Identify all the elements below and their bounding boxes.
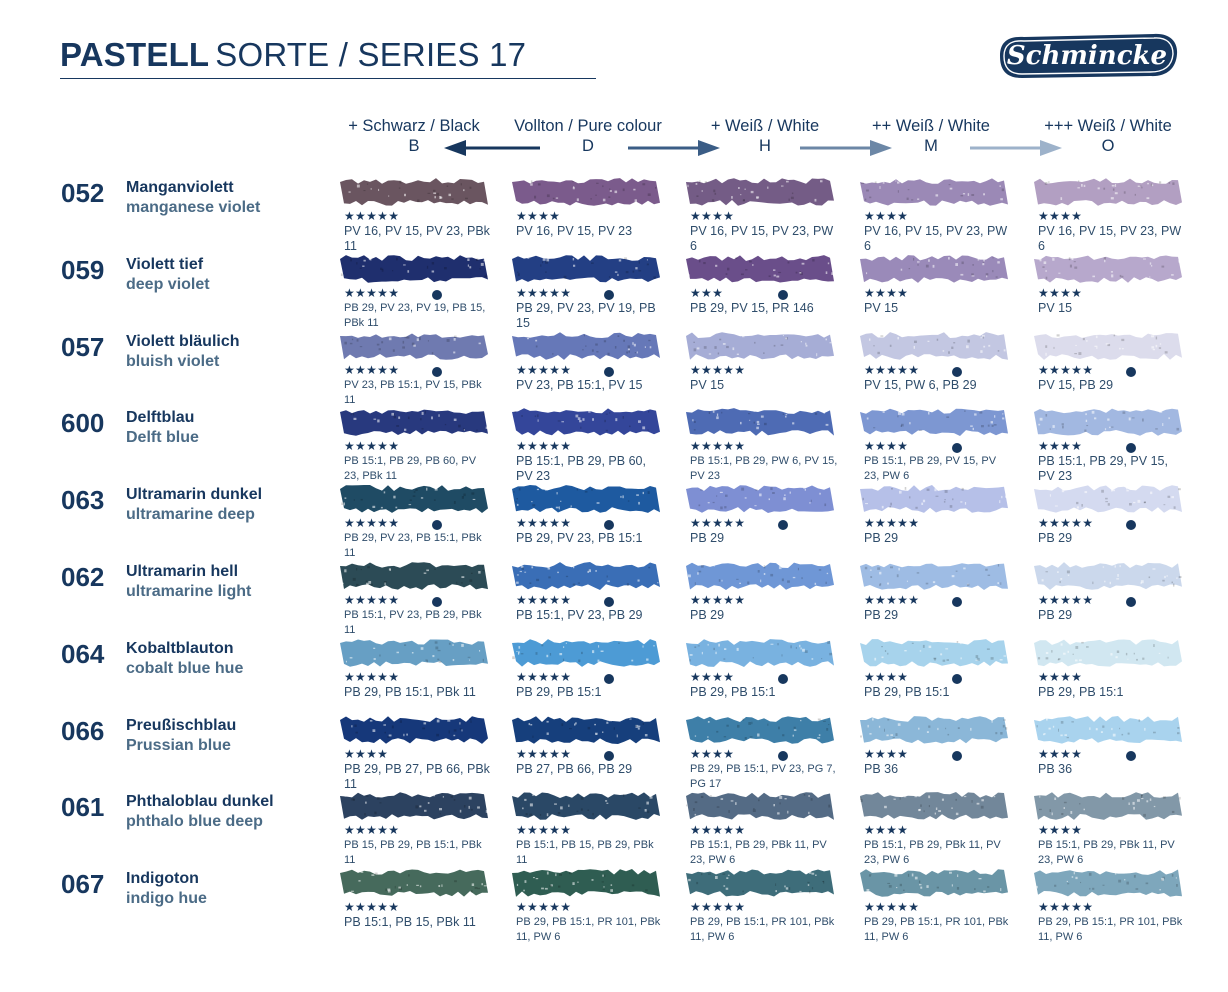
pigment-list: PB 15:1, PB 29, PBk 11, PV 23, PW 6 [690,839,827,866]
arrow-right-icon [970,138,1062,158]
pigment-list: PB 29, PB 15:1, PV 23, PG 7, PG 17 [690,763,836,790]
swatch-cell [1034,867,1184,943]
logo-text: Schmincke [1006,41,1168,71]
pigment-list: PB 15:1, PV 23, PB 29, PBk 11 [344,609,482,636]
color-swatch [340,330,488,360]
pigment-list: PB 29, PV 23, PV 19, PB 15 [516,301,656,330]
color-swatch [340,176,488,206]
color-name-en: ultramarine light [126,583,252,600]
lightfastness-stars: ★★★★★ [344,363,400,377]
opacity-dot-icon [432,520,442,530]
opacity-dot-icon [1126,751,1136,761]
color-name-en: manganese violet [126,199,261,216]
swatch-cell [340,483,490,559]
pigment-list: PB 29, PB 15:1 [864,685,950,699]
color-swatch [686,790,834,820]
swatch-cell [686,560,836,630]
swatch-cell [512,176,662,246]
swatch-cell [1034,637,1184,707]
swatch-cell [340,714,490,791]
opacity-dot-icon [432,367,442,377]
color-swatch [686,867,834,897]
color-number: 064 [61,639,105,669]
color-swatch [686,253,834,283]
lightfastness-stars: ★★★★★ [690,439,746,453]
color-swatch [686,637,834,667]
swatch-cell [860,867,1010,943]
pigment-list: PB 29, PB 15:1, PR 101, PBk 11, PW 6 [864,916,1009,943]
color-name-de: Violett tief [126,256,204,273]
lightfastness-stars: ★★★★★ [516,516,572,530]
color-swatch [860,330,1008,360]
color-swatch [512,253,660,283]
swatch-cell [340,867,490,937]
opacity-dot-icon [778,290,788,300]
color-swatch [512,714,660,744]
swatch-cell [860,176,1010,253]
swatch-cell [860,714,1010,784]
color-swatch [512,330,660,360]
color-swatch [340,253,488,283]
lightfastness-stars: ★★★★★ [344,900,400,914]
swatch-cell [860,483,1010,553]
color-swatch [340,406,488,436]
color-swatch [860,637,1008,667]
lightfastness-stars: ★★★★★ [516,593,572,607]
swatch-cell [1034,483,1184,553]
pigment-list: PB 15:1, PB 29, PBk 11, PV 23, PW 6 [1038,839,1175,866]
pigment-list: PV 23, PB 15:1, PV 15 [516,378,643,392]
lightfastness-stars: ★★★★ [864,747,909,761]
color-name-en: bluish violet [126,353,220,370]
color-name-de: Kobaltblauton [126,640,234,657]
lightfastness-stars: ★★★★★ [864,593,920,607]
swatch-cell [340,330,490,406]
lightfastness-stars: ★★★★★ [344,286,400,300]
opacity-dot-icon [778,520,788,530]
swatch-cell [686,176,836,253]
opacity-dot-icon [604,597,614,607]
swatch-cell [1034,714,1184,784]
lightfastness-stars: ★★★★★ [1038,593,1094,607]
lightfastness-stars: ★★★★★ [1038,900,1094,914]
pigment-list: PB 15, PB 29, PB 15:1, PBk 11 [344,839,482,866]
lightfastness-stars: ★★★★ [344,747,389,761]
color-swatch [512,867,660,897]
color-name-en: Delft blue [126,429,199,446]
lightfastness-stars: ★★★★ [864,286,909,300]
color-number: 062 [61,562,105,592]
color-swatch [1034,406,1182,436]
swatch-cell [686,637,836,707]
lightfastness-stars: ★★★ [690,286,724,300]
swatch-cell [686,790,836,866]
pigment-list: PB 36 [1038,762,1073,776]
opacity-dot-icon [952,751,962,761]
lightfastness-stars: ★★★★★ [516,363,572,377]
pigment-list: PB 15:1, PV 23, PB 29 [516,608,643,622]
pigment-list: PB 29, PB 15:1, PR 101, PBk 11, PW 6 [1038,916,1183,943]
swatch-cell [512,406,662,483]
opacity-dot-icon [778,751,788,761]
lightfastness-stars: ★★★★★ [516,670,572,684]
opacity-dot-icon [952,367,962,377]
swatch-cell [860,637,1010,707]
color-name-en: ultramarine deep [126,506,255,523]
color-swatch [340,483,488,513]
color-swatch [340,790,488,820]
col-label: + Weiß / White [710,117,820,135]
lightfastness-stars: ★★★★★ [516,439,572,453]
swatch-cell [512,483,662,553]
swatch-cell [340,637,490,707]
opacity-dot-icon [604,751,614,761]
pigment-list: PV 15, PW 6, PB 29 [864,378,977,392]
pigment-list: PB 15:1, PB 15, PBk 11 [344,915,476,929]
pigment-list: PB 29, PV 23, PB 15:1, PBk 11 [344,532,482,559]
lightfastness-stars: ★★★★ [864,209,909,223]
pigment-list: PV 23, PB 15:1, PV 15, PBk 11 [344,379,482,406]
color-swatch [1034,790,1182,820]
color-swatch [1034,867,1182,897]
color-swatch [860,176,1008,206]
pigment-list: PB 29, PV 23, PV 19, PB 15, PBk 11 [344,302,486,329]
lightfastness-stars: ★★★★★ [344,670,400,684]
swatch-cell [340,176,490,253]
pigment-list: PV 15 [1038,301,1073,315]
pigment-list: PV 16, PV 15, PV 23, PW 6 [864,224,1008,253]
pigment-list: PB 29, PB 15:1, PR 101, PBk 11, PW 6 [516,916,661,943]
lightfastness-stars: ★★★★ [1038,747,1083,761]
lightfastness-stars: ★★★★★ [344,823,400,837]
lightfastness-stars: ★★★★ [690,209,735,223]
lightfastness-stars: ★★★★★ [864,363,920,377]
color-swatch [860,406,1008,436]
lightfastness-stars: ★★★★★ [690,363,746,377]
pigment-list: PB 29 [864,608,899,622]
pigment-list: PV 15 [690,378,725,392]
color-swatch [860,867,1008,897]
col-letter: O [1101,137,1115,155]
pigment-list: PB 29, PB 15:1, PR 101, PBk 11, PW 6 [690,916,835,943]
swatch-cell [512,867,662,943]
color-name-de: Preußischblau [126,717,237,734]
color-name-de: Indigoton [126,870,199,887]
arrow-right-icon [800,138,892,158]
lightfastness-stars: ★★★★★ [690,823,746,837]
title-rest: SORTE / SERIES 17 [215,36,527,73]
pigment-list: PB 29 [864,531,899,545]
color-swatch [1034,714,1182,744]
pigment-list: PB 29, PV 15, PR 146 [690,301,814,315]
pigment-list: PB 29, PB 15:1, PBk 11 [344,685,476,699]
color-swatch [686,560,834,590]
opacity-dot-icon [604,674,614,684]
swatch-cell [512,330,662,400]
color-swatch [512,790,660,820]
pigment-list: PV 15, PB 29 [1038,378,1114,392]
color-swatch [340,560,488,590]
col-label: + Schwarz / Black [348,117,480,135]
pigment-list: PV 16, PV 15, PV 23, PW 6 [690,224,834,253]
lightfastness-stars: ★★★★★ [690,593,746,607]
pigment-list: PV 15 [864,301,899,315]
pigment-list: PB 15:1, PB 29, PB 60, PV 23, PBk 11 [344,455,477,482]
color-swatch [512,176,660,206]
color-number: 052 [61,178,105,208]
color-swatch [860,714,1008,744]
pigment-list: PB 29, PB 15:1 [1038,685,1124,699]
opacity-dot-icon [952,443,962,453]
color-swatch [512,560,660,590]
swatch-cell [340,560,490,636]
lightfastness-stars: ★★★★★ [344,439,400,453]
pigment-list: PB 15:1, PB 15, PB 29, PBk 11 [516,839,654,866]
lightfastness-stars: ★★★★ [690,670,735,684]
color-swatch [512,483,660,513]
opacity-dot-icon [1126,597,1136,607]
swatch-cell [686,714,836,790]
color-number: 061 [61,792,105,822]
pigment-list: PB 15:1, PB 29, PV 15, PV 23, PW 6 [864,455,997,482]
lightfastness-stars: ★★★★ [864,670,909,684]
opacity-dot-icon [1126,443,1136,453]
color-number: 066 [61,716,105,746]
color-number: 067 [61,869,105,899]
swatch-cell [686,406,838,482]
pigment-list: PB 15:1, PB 29, PB 60, PV 23 [516,454,646,483]
swatch-cell [860,560,1010,630]
color-swatch [1034,176,1182,206]
col-letter: M [924,137,938,155]
opacity-dot-icon [952,597,962,607]
color-swatch [860,483,1008,513]
color-swatch [686,176,834,206]
opacity-dot-icon [604,367,614,377]
swatch-cell [860,406,1010,482]
color-swatch [860,560,1008,590]
swatch-cell [1034,330,1184,400]
swatch-cell [1034,176,1184,253]
lightfastness-stars: ★★★★★ [516,747,572,761]
pigment-list: PB 15:1, PB 29, PW 6, PV 15, PV 23 [690,455,838,482]
pigment-list: PV 16, PV 15, PV 23, PW 6 [1038,224,1182,253]
lightfastness-stars: ★★★★★ [516,900,572,914]
color-name-en: Prussian blue [126,737,231,754]
color-name-de: Phthaloblau dunkel [126,793,274,810]
opacity-dot-icon [432,290,442,300]
color-swatch [1034,560,1182,590]
lightfastness-stars: ★★★★ [1038,209,1083,223]
color-name-de: Delftblau [126,409,195,426]
lightfastness-stars: ★★★★★ [344,593,400,607]
swatch-cell [860,253,1010,323]
pigment-list: PB 29, PB 15:1 [516,685,602,699]
pigment-list: PB 36 [864,762,899,776]
swatch-cell [860,790,1010,866]
swatch-cell [512,637,662,707]
lightfastness-stars: ★★★★★ [1038,516,1094,530]
arrow-left-icon [444,138,540,158]
pigment-list: PB 29 [1038,608,1073,622]
color-swatch [686,714,834,744]
lightfastness-stars: ★★★★ [690,747,735,761]
opacity-dot-icon [432,597,442,607]
swatch-cell [512,253,662,330]
swatch-cell [340,406,490,482]
pigment-list: PB 29, PB 15:1 [690,685,776,699]
pigment-list: PB 29, PV 23, PB 15:1 [516,531,643,545]
col-label: +++ Weiß / White [1044,117,1172,135]
swatch-cell [1034,253,1184,323]
lightfastness-stars: ★★★★★ [690,516,746,530]
swatch-cell [512,790,662,866]
swatch-cell [686,483,836,553]
color-swatch [860,253,1008,283]
lightfastness-stars: ★★★★★ [1038,363,1094,377]
lightfastness-stars: ★★★★★ [516,286,572,300]
color-name-en: deep violet [126,276,210,293]
lightfastness-stars: ★★★★ [1038,439,1083,453]
pigment-list: PB 15:1, PB 29, PV 15, PV 23 [1038,454,1168,483]
color-number: 600 [61,408,105,438]
swatch-cell [686,253,836,323]
col-letter: B [408,137,420,155]
opacity-dot-icon [604,290,614,300]
color-swatch [512,637,660,667]
swatch-cell [1034,560,1184,630]
swatch-cell [686,330,836,400]
lightfastness-stars: ★★★★ [1038,286,1083,300]
pigment-list: PB 29 [690,608,725,622]
color-swatch [340,637,488,667]
color-name-en: phthalo blue deep [126,813,263,830]
lightfastness-stars: ★★★★★ [690,900,746,914]
page-title [60,36,526,74]
pigment-list: PB 29, PB 27, PB 66, PBk 11 [344,762,490,791]
opacity-dot-icon [1126,520,1136,530]
color-swatch [512,406,660,436]
opacity-dot-icon [778,674,788,684]
color-number: 063 [61,485,105,515]
swatch-cell [512,560,662,630]
pigment-list: PB 29 [690,531,725,545]
lightfastness-stars: ★★★★★ [344,209,400,223]
color-number: 057 [61,332,105,362]
col-label: Vollton / Pure colour [514,117,662,135]
color-swatch [340,714,488,744]
swatch-cell [340,790,490,866]
color-name-de: Manganviolett [126,179,234,196]
opacity-dot-icon [1126,367,1136,377]
brand-logo [994,32,1180,80]
swatch-cell [686,867,836,943]
pigment-list: PV 16, PV 15, PV 23, PBk 11 [344,224,490,253]
title-underline [60,78,596,79]
color-swatch [860,790,1008,820]
swatch-cell [860,330,1010,400]
lightfastness-stars: ★★★★★ [344,516,400,530]
pigment-list: PB 27, PB 66, PB 29 [516,762,633,776]
swatch-cell [1034,406,1184,483]
lightfastness-stars: ★★★★ [864,823,909,837]
color-swatch [686,483,834,513]
color-name-de: Ultramarin dunkel [126,486,263,503]
color-number: 059 [61,255,105,285]
swatch-cell [512,714,662,784]
arrow-right-icon [628,138,720,158]
pigment-list: PV 16, PV 15, PV 23 [516,224,633,238]
title-bold: PASTELL [60,36,210,73]
color-swatch [1034,330,1182,360]
lightfastness-stars: ★★★★★ [516,823,572,837]
pigment-list: PB 29 [1038,531,1073,545]
opacity-dot-icon [952,674,962,684]
color-swatch [1034,483,1182,513]
color-swatch [686,330,834,360]
col-label: ++ Weiß / White [872,117,990,135]
color-name-en: cobalt blue hue [126,660,244,677]
color-swatch [686,406,834,436]
color-name-en: indigo hue [126,890,207,907]
col-letter: D [582,137,594,155]
lightfastness-stars: ★★★★ [516,209,561,223]
color-name-de: Ultramarin hell [126,563,239,580]
col-letter: H [759,137,771,155]
swatch-cell [1034,790,1184,866]
color-swatch [340,867,488,897]
lightfastness-stars: ★★★★ [1038,823,1083,837]
opacity-dot-icon [604,520,614,530]
lightfastness-stars: ★★★★★ [864,516,920,530]
lightfastness-stars: ★★★★ [864,439,909,453]
pigment-list: PB 15:1, PB 29, PBk 11, PV 23, PW 6 [864,839,1001,866]
color-swatch [1034,637,1182,667]
swatch-cell [340,253,490,329]
color-name-de: Violett bläulich [126,333,240,350]
lightfastness-stars: ★★★★ [1038,670,1083,684]
lightfastness-stars: ★★★★★ [864,900,920,914]
color-swatch [1034,253,1182,283]
